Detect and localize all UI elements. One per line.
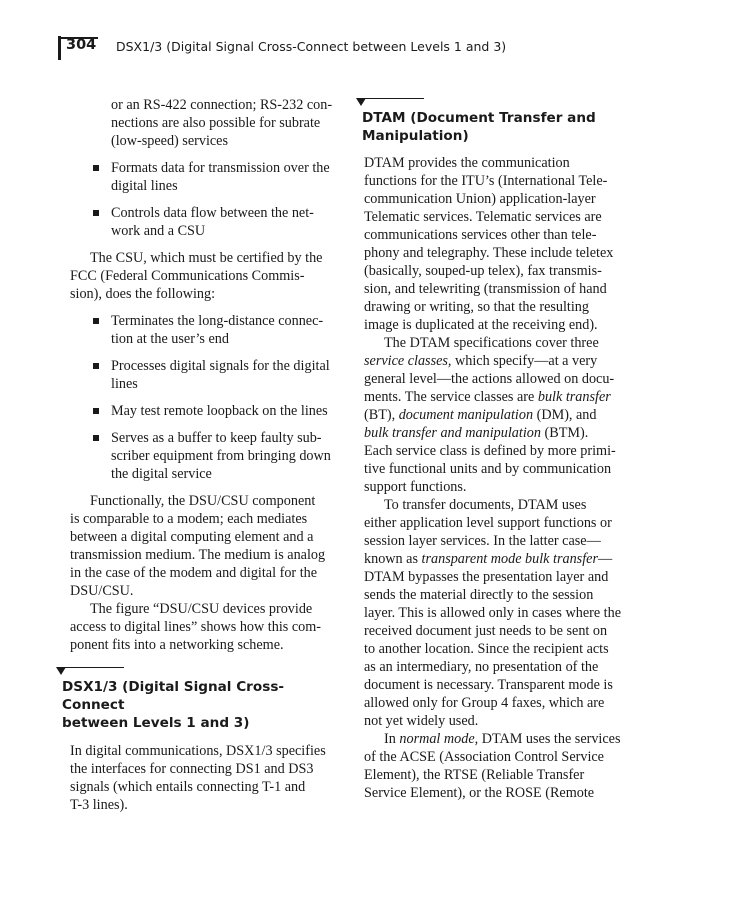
page-header	[58, 33, 698, 63]
right-column	[364, 98, 644, 802]
figure-reference-paragraph: The figure “DSU/CSU devices provide access to digital lines” shows how this com- ponent fits into a networking scheme.	[70, 601, 321, 653]
marker-rule	[362, 98, 424, 99]
dtam-paragraph-1: DTAM provides the communication functions for the ITU’s (International Tele- communication Union) application-layer Telematic services. Telematic services are communications services other than tele- phony and telegraphy. These include teletex (basically, souped-up telex), fax transmis- sion, and telewriting (transmission of hand drawing or writing, so that the resulting image is duplicated at the receiving end).	[364, 155, 614, 333]
list-item: May test remote loopback on the lines	[111, 402, 340, 420]
section-marker	[362, 98, 644, 107]
bullet-icon	[93, 165, 99, 171]
left-column	[62, 96, 340, 814]
dsx-paragraph: In digital communications, DSX1/3 specifies the interfaces for connecting DS1 and DS3 signals (which entails connecting T-1 and T-3 lines).	[70, 743, 326, 813]
continued-bullet-text: or an RS-422 connection; RS-232 con- nections are also possible for subrate (low-speed) services	[111, 97, 333, 149]
bullet-icon	[93, 318, 99, 324]
bullet-icon	[93, 435, 99, 441]
csu-function-list	[70, 312, 340, 483]
section-marker	[62, 667, 340, 676]
dtam-paragraph-2: The DTAM specifications cover three service classes, which specify—at a very general level—the actions allowed on docu- ments. The service classes are bulk transfer (BT), document manipulation (DM), and bulk transfer and manipulation (BTM). Each service class is defined by more primi- tive functional units and by communication support functions.	[364, 335, 616, 495]
list-item: Formats data for transmission over the digital lines	[111, 159, 340, 195]
csu-paragraph: The CSU, which must be certified by the FCC (Federal Communications Commis- sion), does the following:	[70, 250, 323, 302]
bullet-icon	[93, 363, 99, 369]
bullet-icon	[93, 408, 99, 414]
header-bar	[58, 36, 61, 60]
list-item: Processes digital signals for the digital lines	[111, 357, 340, 393]
page-number: 304	[66, 37, 97, 53]
running-head: DSX1/3 (Digital Signal Cross-Connect between Levels 1 and 3)	[116, 39, 507, 54]
marker-rule	[62, 667, 124, 668]
list-item: Terminates the long-distance connec- tion at the user’s end	[111, 312, 340, 348]
dsx-section-heading: DSX1/3 (Digital Signal Cross-Connect between Levels 1 and 3)	[62, 679, 285, 731]
bullet-icon	[93, 210, 99, 216]
dsu-function-list	[70, 159, 340, 240]
list-item: Serves as a buffer to keep faulty sub- scriber equipment from bringing down the digital service	[111, 429, 340, 483]
dtam-section-heading: DTAM (Document Transfer and Manipulation)	[362, 110, 596, 144]
functionally-paragraph: Functionally, the DSU/CSU component is comparable to a modem; each mediates between a digital computing element and a transmission medium. The medium is analog in the case of the modem and digital for the DSU/CSU.	[70, 493, 326, 599]
list-item: Controls data flow between the net- work and a CSU	[111, 204, 340, 240]
dtam-paragraph-3: To transfer documents, DTAM uses either application level support functions or session layer services. In the latter case— known as transparent mode bulk transfer— DTAM bypasses the presentation layer and sends the material directly to the session layer. This is allowed only in cases where the received document just needs to be sent on to another location. Since the recipient acts as an intermediary, no presentation of the document is necessary. Transparent mode is allowed only for Group 4 faxes, which are not yet widely used.	[364, 497, 622, 729]
dtam-paragraph-4: In normal mode, DTAM uses the services of the ACSE (Association Control Service Element), the RTSE (Reliable Transfer Service Element), or the ROSE (Remote	[364, 731, 621, 801]
